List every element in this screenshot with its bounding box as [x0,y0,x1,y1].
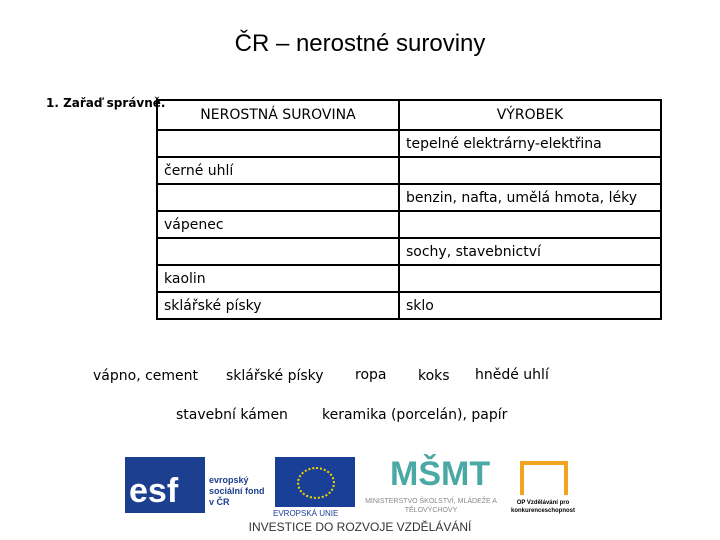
cell[interactable] [157,184,399,211]
task-label: 1. Zařaď správně. [46,96,166,110]
cell[interactable]: kaolin [157,265,399,292]
table-row [157,292,661,319]
table-row [157,211,661,238]
esf-logo: esf [125,457,205,513]
table-row [157,265,661,292]
table-row [157,238,661,265]
eu-flag-logo [275,457,355,507]
cell[interactable]: sklářské písky [157,292,399,319]
msmt-text: MINISTERSTVO ŠKOLSTVÍ, MLÁDEŽE A TĚLOVÝCHOVY [365,498,497,514]
cell[interactable] [399,265,661,292]
word-card[interactable]: sklářské písky [226,368,324,384]
op-text: OP Vzdělávání pro konkurenceschopnost [510,500,575,514]
cell[interactable]: černé uhlí [157,157,399,184]
sponsor-logos [125,455,595,518]
word-card[interactable]: stavební kámen [176,407,288,423]
cell[interactable] [399,157,661,184]
word-card[interactable]: keramika (porcelán), papír [322,407,508,423]
eu-text: EVROPSKÁ UNIE [273,509,339,518]
cell[interactable] [157,130,399,157]
word-card[interactable]: koks [418,368,450,384]
footer-text: INVESTICE DO ROZVOJE VZDĚLÁVÁNÍ [248,520,472,534]
cell[interactable]: sklo [399,292,661,319]
classification-table [156,99,662,320]
header-mineral: NEROSTNÁ SUROVINA [157,100,399,130]
cell[interactable]: benzin, nafta, umělá hmota, léky [399,184,661,211]
cell[interactable]: vápenec [157,211,399,238]
table-row [157,157,661,184]
esf-text: evropský sociální fond v ČR [209,475,265,507]
word-card[interactable]: hnědé uhlí [475,367,549,383]
cell[interactable]: tepelné elektrárny-elektřina [399,130,661,157]
cell[interactable] [157,238,399,265]
table-row [157,130,661,157]
msmt-logo: MŠMT [390,455,491,493]
word-card[interactable]: ropa [355,367,387,383]
header-product: VÝROBEK [399,100,661,130]
cell[interactable] [399,211,661,238]
word-card[interactable]: vápno, cement [93,368,199,384]
table-row [157,184,661,211]
page-title: ČR – nerostné suroviny [234,30,486,57]
cell[interactable]: sochy, stavebnictví [399,238,661,265]
op-logo [520,461,568,495]
